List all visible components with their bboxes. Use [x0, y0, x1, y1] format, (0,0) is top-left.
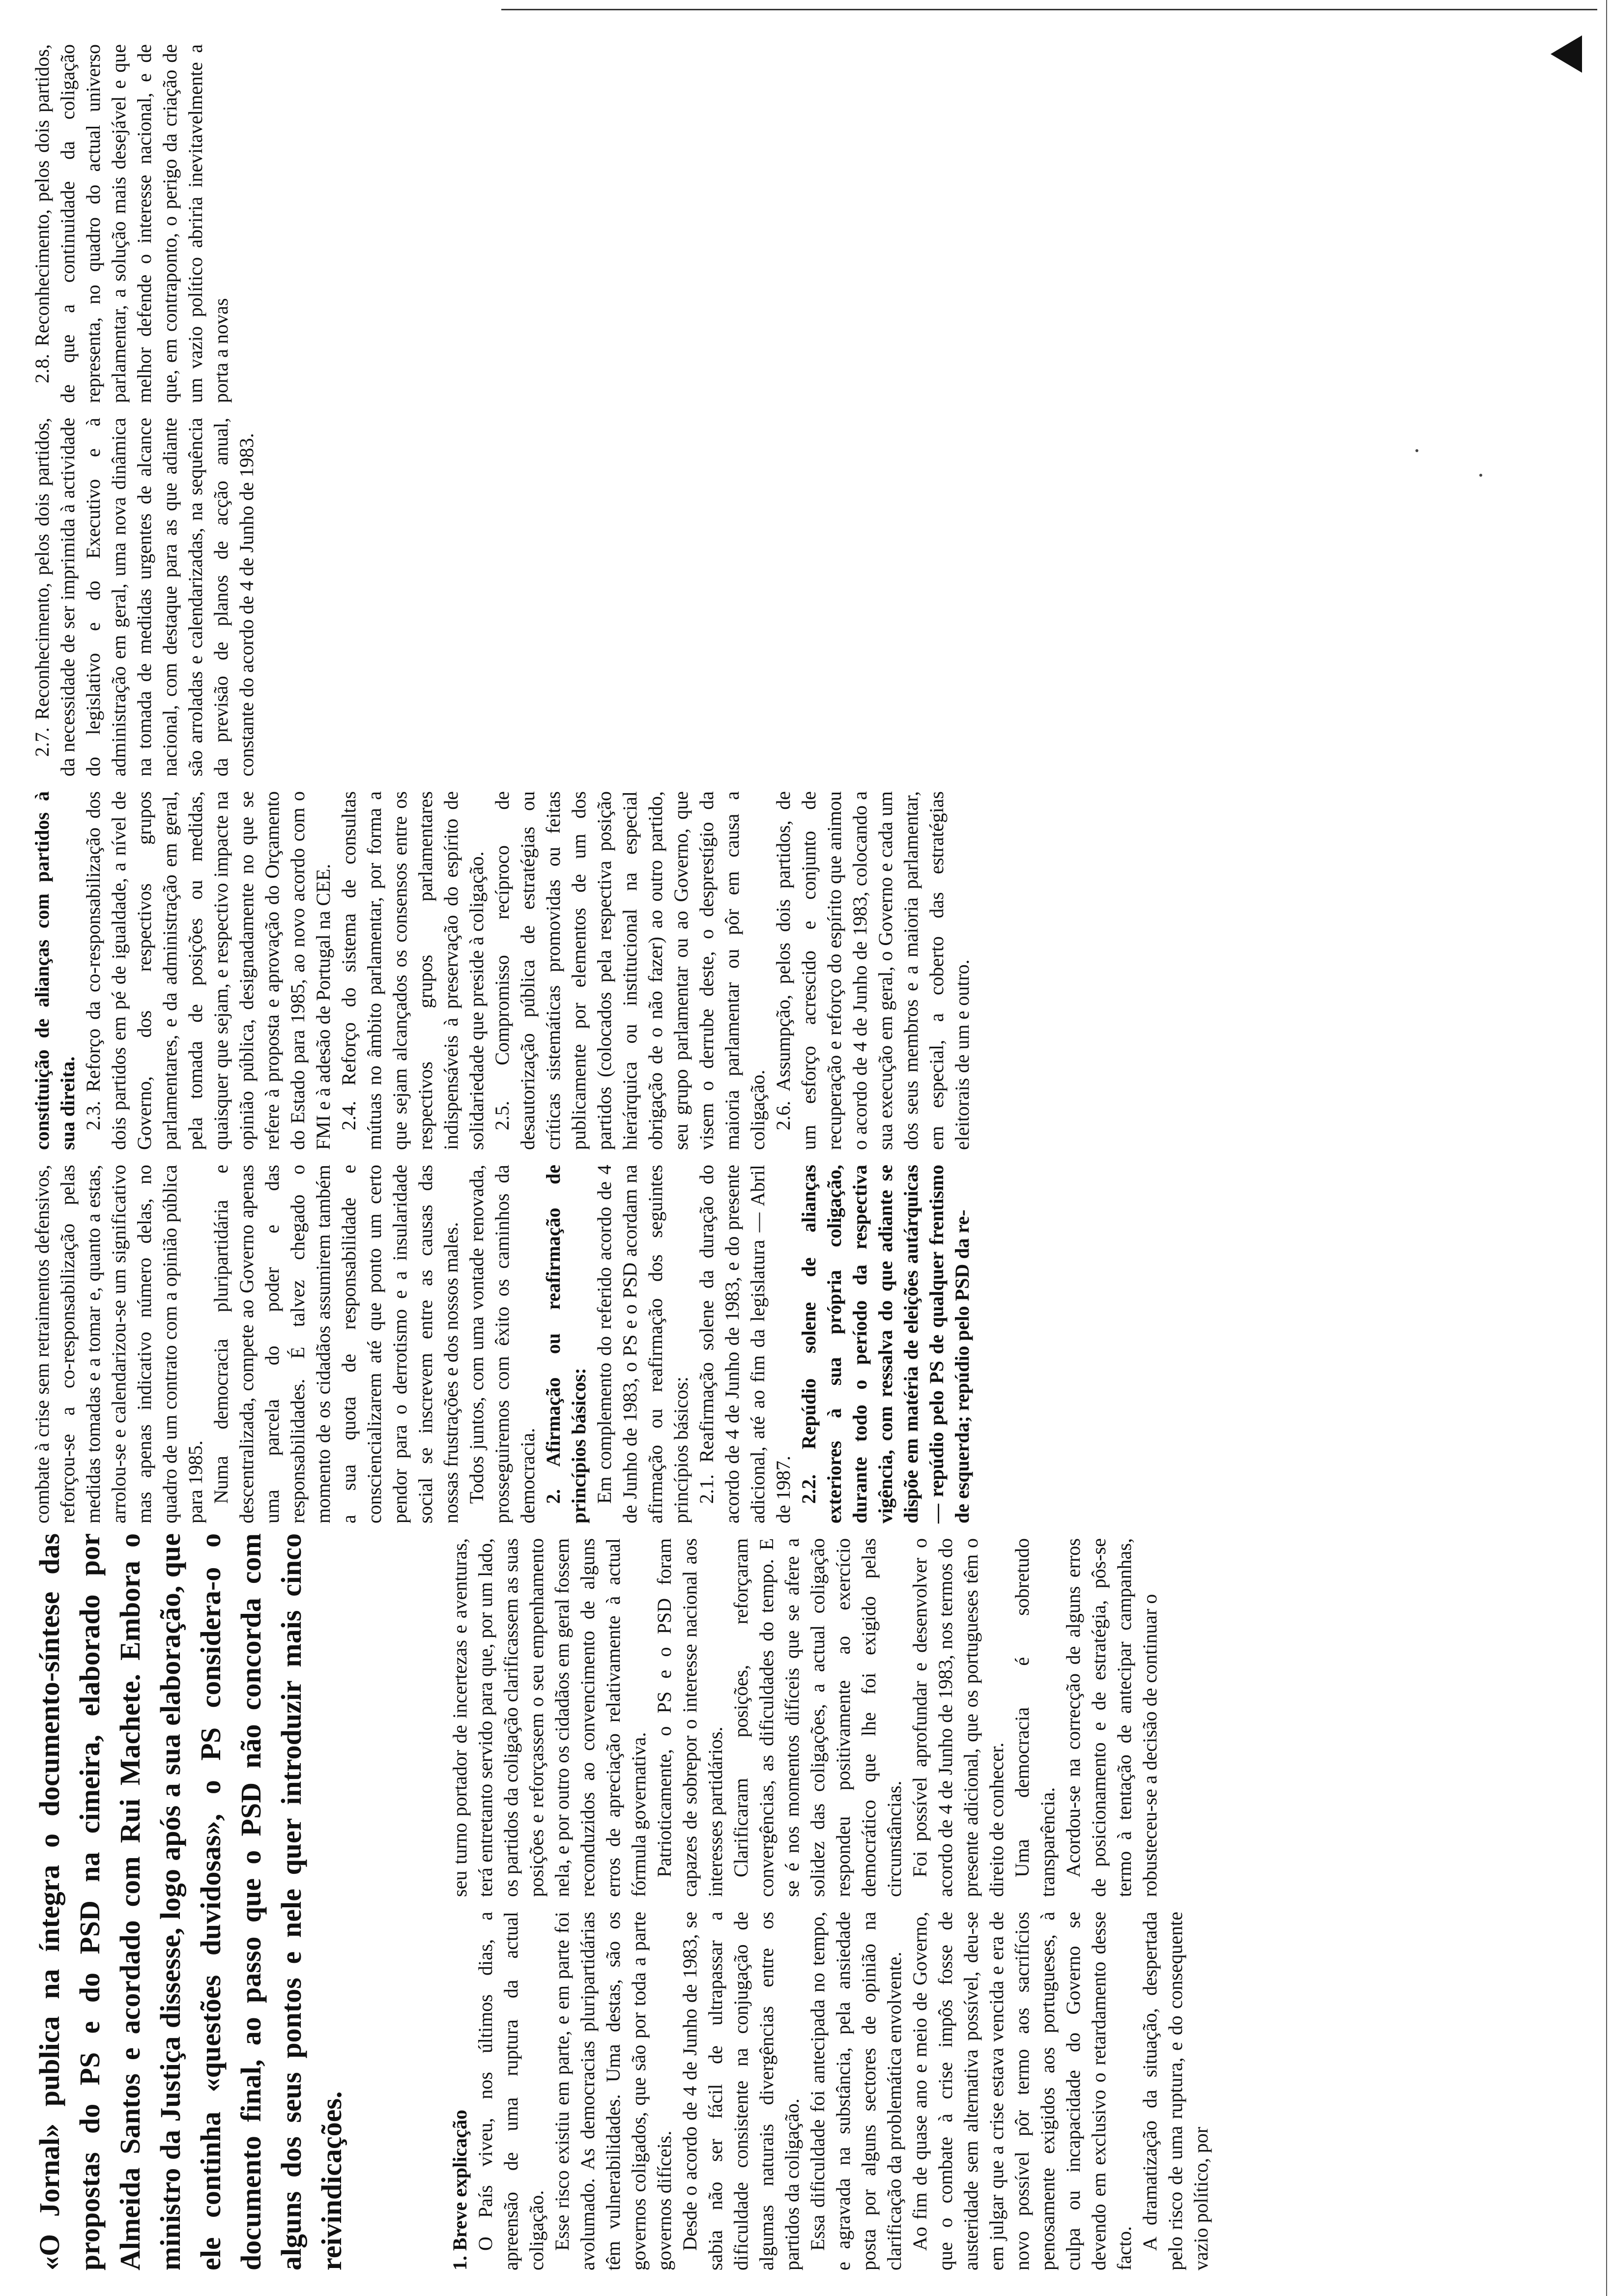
section-heading: 1. Breve explicação [449, 2110, 471, 2270]
paragraph: 2.8. Reconhecimento, pelos dois partidos, de que a continuidade da coligação representa, no quadro do actual universo parlamentar, a solução mais desejável e que melhor defende o interesse nacional, e de que, em contraponto, o perigo da criação de um vazio político abriria inevitavelmente a porta a novas [31, 44, 232, 403]
paragraph: Clarificaram posições, reforçaram convergências, as dificuldades do tempo. E se é nos momentos difíceis que se afere a solidez das coligações, a actual coligação respondeu positivamente ao exercício democrático que lhe foi exigido pelas circunstâncias. [730, 1538, 905, 1897]
column-4 [29, 791, 975, 1150]
paragraph: 2.1. Reafirmação solene da duração do acordo de 4 de Junho de 1983, e do presente adicional, até ao fim da legislatura — Abril de 1987. [695, 1165, 794, 1523]
paragraph: 2.6. Assumpção, pelos dois partidos, de um esforço acrescido e conjunto de recuperação e reforço do espírito que animou o acordo de 4 de Junho de 1983, colocando a sua execução em geral, o Governo e cada um dos seus membros e a maioria parlamentar, em especial, a coberto das estratégias eleitorais de um e outro. [772, 791, 973, 1150]
paragraph: 2.4. Reforço do sistema de consultas mútuas no âmbito parlamentar, por forma a que sejam alcançados os consensos entre os respectivos grupos parlamentares indispensáveis à preservação do espírito de solidariedade que preside à coligação. [338, 791, 488, 1150]
paragraph: Desde o acordo de 4 de Junho de 1983, se sabia não ser fácil de ultrapassar a dificuldade consistente na conjugação de algumas naturais divergências entre os partidos da coligação. [679, 1912, 803, 2270]
paragraph: Em complemento do referido acordo de 4 de Junho de 1983, o PS e o PSD acordam na afirmação ou reafirmação dos seguintes princípios básicos: [593, 1165, 692, 1523]
paragraph: 2.7. Reconhecimento, pelos dois partidos, da necessidade de ser imprimida à actividade do legislativo e do Executivo e à administração em geral, uma nova dinâmica na tomada de medidas urgentes de alcance nacional, com destaque para as que adiante são arroladas e calendarizadas, na sequência da previsão de planos de acção anual, constante do acordo de 4 de Junho de 1983. [31, 418, 258, 776]
column-5 [29, 418, 259, 776]
paragraph: O País viveu, nos últimos dias, a apreensão de uma ruptura da actual coligação. [474, 1912, 547, 2270]
paragraph: Numa democracia pluripartidária e descentralizada, compete ao Governo apenas uma parcela do poder e das responsabilidades. É talvez chegado o momento de os cidadãos assumirem também a sua quota de responsabilidade e consciencializarem até que ponto um certo pendor para o derrotismo e a insularidade social se inscrevem entre as causas das nossas frustrações e dos nossos males. [210, 1165, 462, 1523]
top-rule [501, 9, 1597, 10]
paragraph: seu turno portador de incertezas e aventuras, terá entretanto servido para que, por um lado, os partidos da coligação clarificassem as suas posições e reforçassem o seu empenhamento nela, e por outro os cidadãos em geral fossem reconduzidos ao convencimento de alguns erros de apreciação relativamente à actual fórmula governativa. [449, 1538, 650, 1897]
paragraph: Uma democracia é sobretudo transparência. [1011, 1538, 1059, 1897]
article-headline: «O Jornal» publica na íntegra o documento-síntese das propostas do PS e do PSD na cimeira, elaborado por Almeida Santos e acordado com Rui Machete. Embora o ministro da Justiça dissesse, logo após a sua elaboração, que ele continha «questões duvidosas», o PS considera-o o documento final, ao passo que o PSD não concorda com alguns dos seus pontos e nele quer introduzir mais cinco reivindicações. [33, 1533, 347, 2270]
column-3 [29, 1165, 975, 1523]
scan-speck [1479, 474, 1482, 477]
paragraph: Esse risco existiu em parte, e em parte foi avolumado. As democracias pluripartidárias têm vulnerabilidades. Uma destas, são os governos coligados, que são por toda a parte governos difíceis. [551, 1912, 675, 2270]
paragraph: Ao fim de quase ano e meio de Governo, que o combate à crise impôs fosse de austeridade sem alternativa possível, deu-se em julgar que a crise estava vencida e era de novo possível pôr termo aos sacrifícios penosamente exigidos aos portugueses, à culpa ou incapacidade do Governo se devendo em exclusivo o retardamento desse facto. [909, 1912, 1135, 2270]
page-edge [1606, 0, 1607, 2296]
paragraph: 2.5. Compromisso recíproco de desautorização pública de estratégias ou críticas sistemáticas promovidas ou feitas publicamente por elementos de um dos partidos (colocados pela respectiva posição hierárquica ou institucional na especial obrigação de o não fazer) ao outro partido, seu grupo parlamentar ou ao Governo, que visem o derrube deste, o desprestígio da maioria parlamentar ou pôr em causa a coligação. [491, 791, 769, 1150]
paragraph: A dramatização da situação, despertada pelo risco de uma ruptura, e do consequente vazio político, por [1139, 1912, 1212, 2270]
paragraph: 2.3. Reforço da co-responsabilização dos dois partidos em pé de igualdade, a nível de Governo, dos respectivos grupos parlamentares, e da administração em geral, pela tomada de posições ou medidas, quaisquer que sejam, e respectivo impacte na opinião pública, designadamente no que se refere à proposta e aprovação do Orçamento do Estado para 1985, ao novo acordo com o FMI e à adesão de Portugal na CEE. [82, 791, 334, 1150]
scan-speck [1415, 449, 1418, 452]
column-6 [29, 44, 234, 403]
paragraph: Todos juntos, com uma vontade renovada, prosseguiremos com êxito os caminhos da democracia. [465, 1165, 539, 1523]
paragraph: Acordou-se na correcção de alguns erros de posicionamento e de estratégia, pôs-se termo à tentação de antecipar campanhas, robusteceu-se a decisão de continuar o [1062, 1538, 1161, 1897]
section-heading: 2. Afirmação ou reafirmação de princípios básicos: [542, 1165, 590, 1523]
column-1 [447, 1912, 1214, 2270]
paragraph: combate à crise sem retraimentos defensivos, reforçou-se a co-responsabilização pelas medidas tomadas e a tomar e, quanto a estas, arrolou-se e calendarizou-se um significativo mas apenas indicativo número delas, no quadro de um contrato com a opinião pública para 1985. [31, 1165, 206, 1523]
paragraph: 2.2. Repúdio solene de alianças exteriores à sua própria coligação, durante todo o período da respectiva vigência, com ressalva do que adiante se dispõe em matéria de eleições autárquicas — repúdio pelo PS de qualquer frentismo de esquerda; repúdio pelo PSD da re- [798, 1165, 973, 1523]
rotated-article [29, 34, 1602, 2275]
paragraph: Foi possível aprofundar e desenvolver o acordo de 4 de Junho de 1983, nos termos do presente adicional, que os portugueses têm o direito de conhecer. [909, 1538, 1008, 1897]
paragraph: constituição de alianças com partidos à sua direita. [31, 791, 79, 1150]
paragraph: Patrioticamente, o PS e o PSD foram capazes de sobrepor o interesse nacional aos interesses partidários. [653, 1538, 726, 1897]
paragraph: Essa dificuldade foi antecipada no tempo, e agravada na substância, pela ansiedade posta por alguns sectores de opinião na clarificação da problemática envolvente. [806, 1912, 905, 2270]
column-2 [447, 1538, 1163, 1897]
